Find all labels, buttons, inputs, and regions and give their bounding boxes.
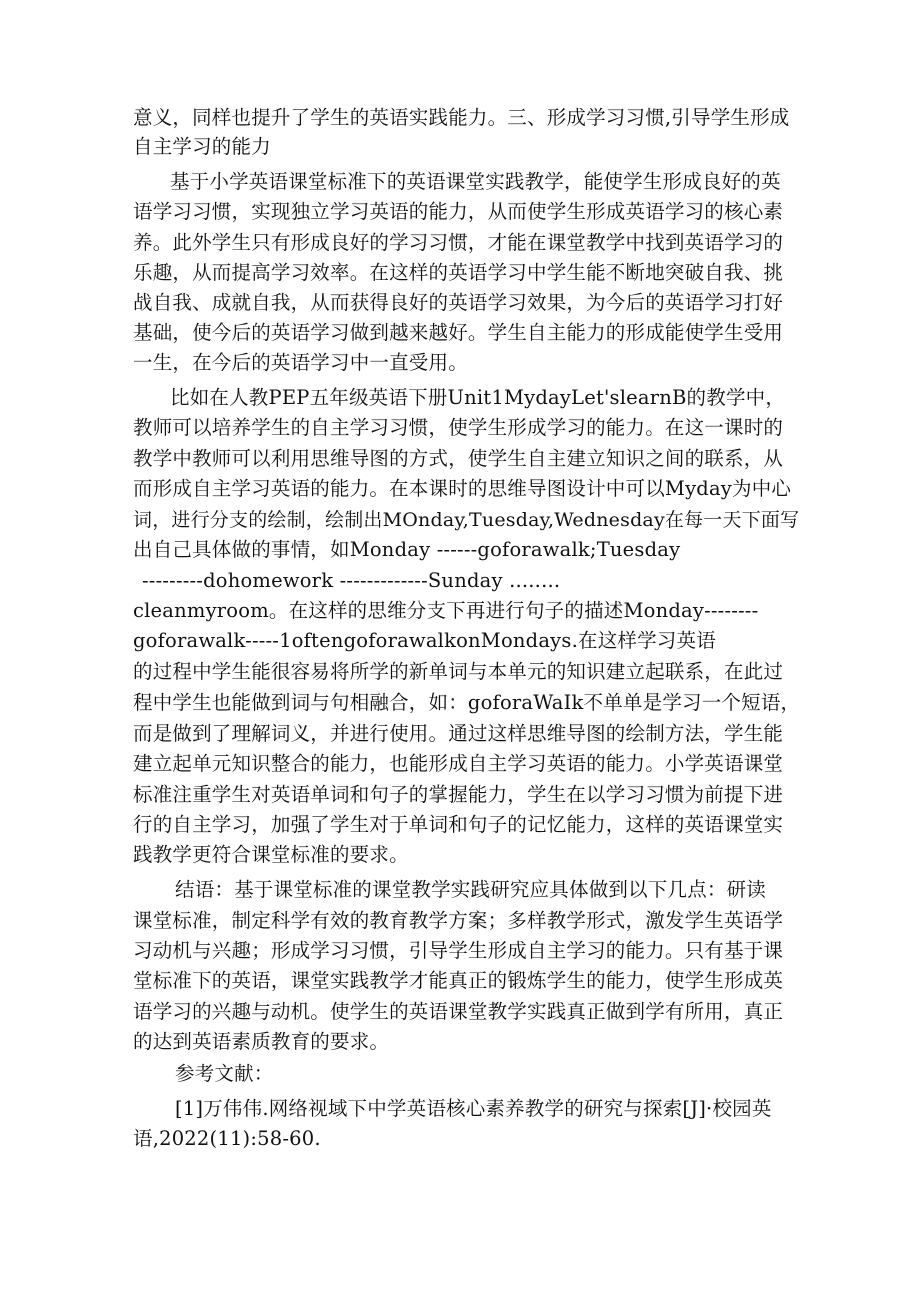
text-line: 语学习习惯，实现独立学习英语的能力，从而使学生形成英语学习的核心素	[133, 200, 784, 223]
text-line: 乐趣，从而提高学习效率。在这样的英语学习中学生能不断地突破自我、挑	[133, 261, 784, 284]
text-line: ---------dohomework -------------Sunday ........	[142, 569, 561, 592]
text-line: goforawalk-----1oftengoforawalkonMondays.在这样学习英语	[133, 629, 716, 652]
text-line: cleanmyroom。在这样的思维分支下再进行句子的描述Monday--------	[133, 599, 759, 622]
text-line: 教学中教师可以利用思维导图的方式，使学生自主建立知识之间的联系，从	[133, 447, 784, 470]
text-line: 堂标准下的英语，课堂实践教学才能真正的锻炼学生的能力，使学生形成英	[133, 969, 784, 992]
text-line: 自主学习的能力	[133, 135, 271, 158]
text-line: 语学习的兴趣与动机。使学生的英语课堂教学实践真正做到学有所用，真正	[133, 1000, 784, 1023]
text-line: 习动机与兴趣；形成学习习惯，引导学生形成自主学习的能力。只有基于课	[133, 939, 784, 962]
text-line: 意义，同样也提升了学生的英语实践能力。三、形成学习习惯,引导学生形成	[133, 106, 790, 129]
text-line: 程中学生也能做到词与句相融合，如：goforaWaIk不单单是学习一个短语，	[133, 691, 801, 714]
text-line: 结语：基于课堂标准的课堂教学实践研究应具体做到以下几点：研读	[175, 878, 767, 901]
text-line: 课堂标准，制定科学有效的教育教学方案；多样教学形式，激发学生英语学	[133, 909, 784, 932]
text-line: 教师可以培养学生的自主学习习惯，使学生形成学习的能力。在这一课时的	[133, 416, 784, 439]
reference-item: [1]万伟伟.网络视域下中学英语核心素养教学的研究与探索[J]·校园英	[175, 1097, 772, 1120]
references-heading: 参考文献：	[175, 1062, 274, 1085]
text-line: 战自我、成就自我，从而获得良好的英语学习效果，为今后的英语学习打好	[133, 291, 784, 314]
text-line: 词，进行分支的绘制，绘制出MOnday,Tuesday,Wednesday在每一天下面写	[133, 509, 800, 531]
text-line: 的达到英语素质教育的要求。	[133, 1030, 390, 1053]
text-line: 建立起单元知识整合的能力，也能形成自主学习英语的能力。小学英语课堂	[133, 752, 784, 775]
text-line: 行的自主学习，加强了学生对于单词和句子的记忆能力，这样的英语课堂实	[133, 813, 784, 836]
text-line: 基于小学英语课堂标准下的英语课堂实践教学，能使学生形成良好的英	[170, 170, 781, 193]
text-line: 一生，在今后的英语学习中一直受用。	[133, 351, 468, 374]
text-line: 而形成自主学习英语的能力。在本课时的思维导图设计中可以Myday为中心	[133, 477, 792, 500]
text-line: 标准注重学生对英语单词和句子的掌握能力，学生在以学习习惯为前提下进	[133, 783, 784, 806]
text-line: 践教学更符合课堂标准的要求。	[133, 843, 409, 866]
text-line: 基础，使今后的英语学习做到越来越好。学生自主能力的形成能使学生受用	[133, 321, 784, 344]
text-line: 出自己具体做的事情，如Monday ------goforawalk;Tuesday	[133, 538, 681, 561]
text-line: 养。此外学生只有形成良好的学习习惯，才能在课堂教学中找到英语学习的	[133, 231, 784, 254]
text-line: 比如在人教PEP五年级英语下册Unit1MydayLet'slearnB的教学中，	[170, 386, 786, 409]
text-line: 的过程中学生能很容易将所学的新单词与本单元的知识建立起联系，在此过	[133, 660, 784, 683]
reference-item: 语,2022(11):58-60.	[133, 1127, 321, 1150]
text-line: 而是做到了理解词义，并进行使用。通过这样思维导图的绘制方法，学生能	[133, 722, 784, 745]
